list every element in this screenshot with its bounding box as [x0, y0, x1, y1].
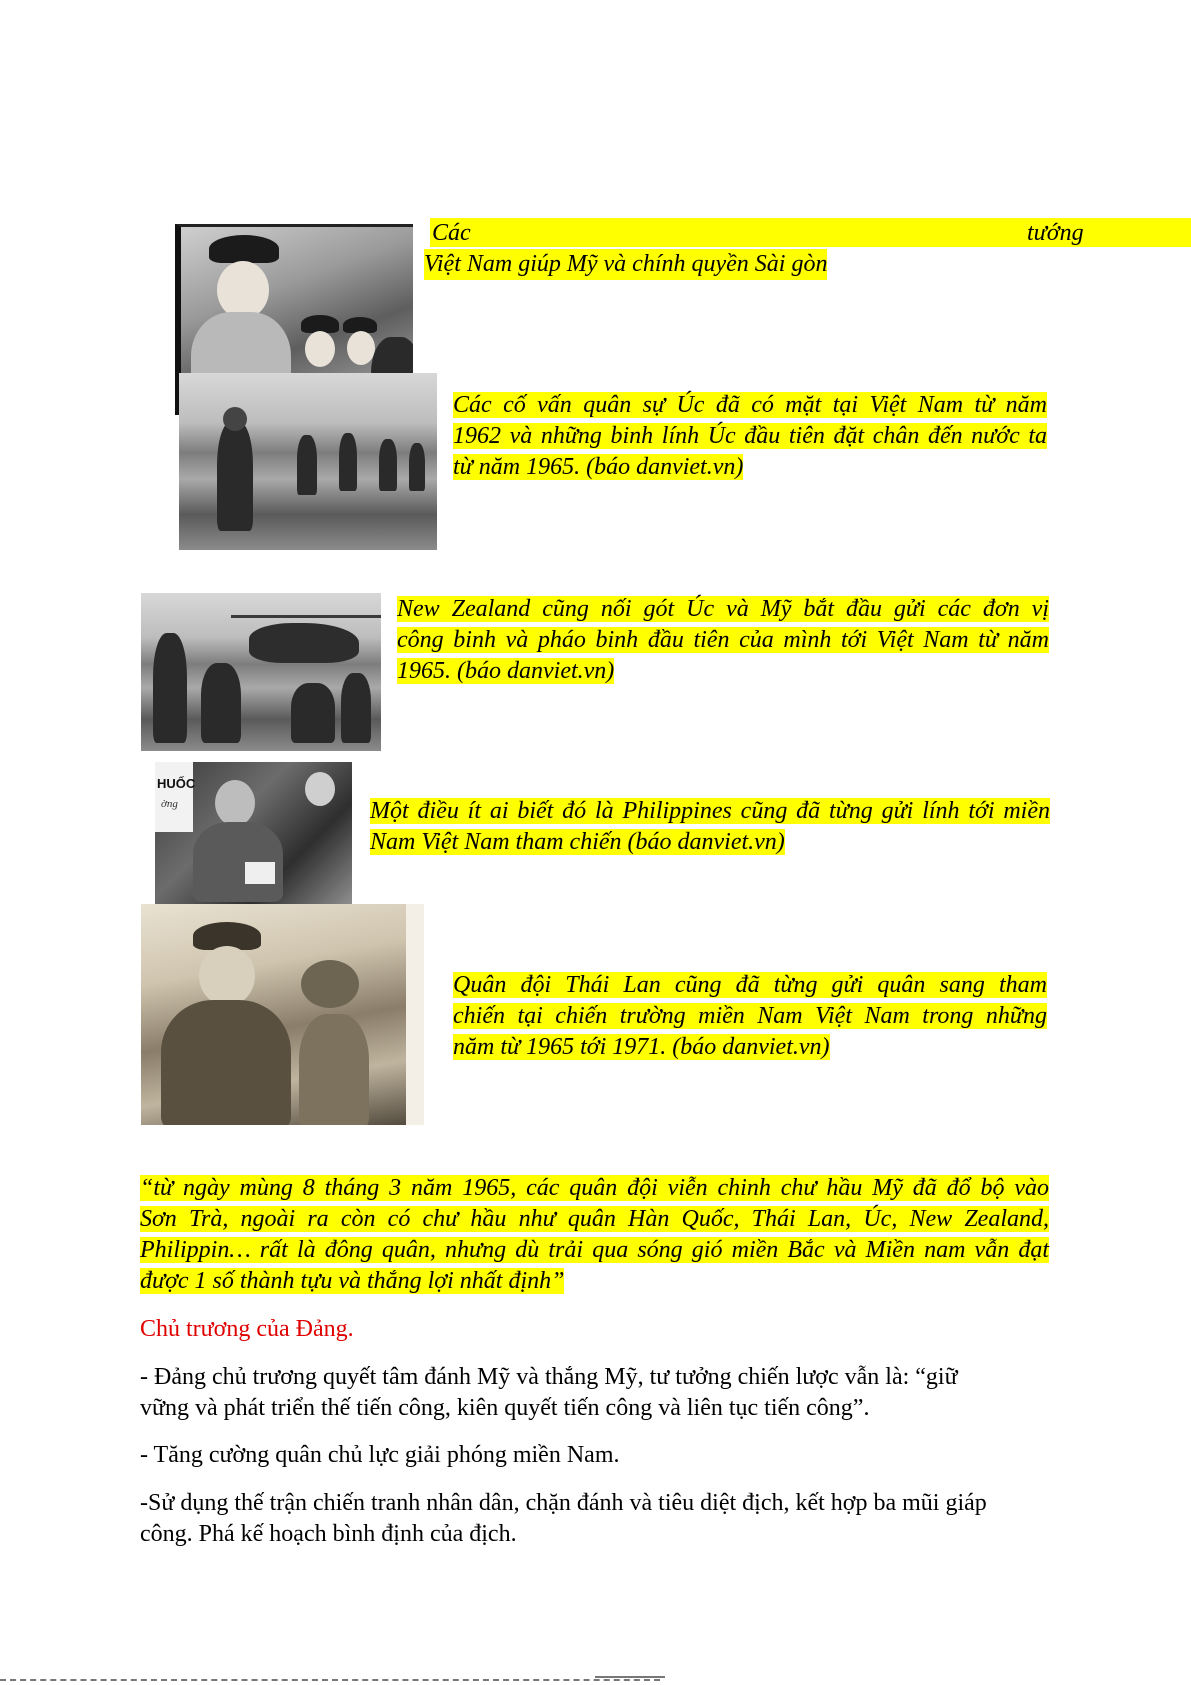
caption-australia-text1: Các cố vấn quân sự Úc đã có mặt tại Việt Nam từ năm [453, 392, 1047, 418]
quote-line4 [140, 1266, 1049, 1297]
sign-text-top: HUỐC [157, 776, 196, 791]
paragraph-3-line2: công. Phá kế hoạch bình định của địch. [140, 1521, 517, 1547]
caption-ph-line1 [370, 796, 1050, 827]
general-shape [161, 1000, 291, 1125]
section-heading: Chủ trương của Đảng. [140, 1316, 354, 1342]
paragraph-3 [140, 1488, 1049, 1550]
caption-th-line1 [453, 970, 1047, 1001]
soldier-shape [153, 633, 187, 743]
soldier-helmet-shape [301, 960, 359, 1008]
caption-ph-text1: Một điều ít ai biết đó là Philippines cũng đã từng gửi lính tới miền [370, 798, 1050, 824]
caption-th-line2 [453, 1001, 1047, 1032]
head-shape [347, 331, 375, 365]
paper-shape [245, 862, 275, 884]
caption-generals-word-left: Các [432, 220, 471, 246]
paragraph-1-line2: vững và phát triển thế tiến công, kiên quyết tiến công và liên tục tiến công”. [140, 1395, 870, 1421]
caption-nz-text1: New Zealand cũng nối gót Úc và Mỹ bắt đầu gửi các đơn vị [397, 596, 1049, 622]
sign-shape [155, 762, 196, 832]
soldier-shape [341, 673, 371, 743]
caption-australia-line1 [453, 390, 1047, 421]
head-shape [305, 331, 335, 367]
soldier-head-shape [223, 407, 247, 431]
photo-philippines [155, 762, 352, 904]
caption-nz-line3 [397, 656, 1049, 687]
photo-thailand [141, 904, 424, 1125]
soldier-shape [299, 1014, 369, 1125]
soldier-shape [291, 683, 335, 743]
caption-generals-line1 [430, 218, 1191, 247]
quote-text1: “từ ngày mùng 8 tháng 3 năm 1965, các quân đội viễn chinh chư hầu Mỹ đã đổ bộ vào [140, 1175, 1049, 1201]
caption-ph-line2 [370, 827, 1050, 858]
general-head-shape [199, 946, 255, 1006]
soldier-shape [297, 435, 317, 495]
quote-line3 [140, 1235, 1049, 1266]
photo-new-zealand-helicopter [141, 593, 381, 751]
caption-th-text3: năm từ 1965 tới 1971. (báo danviet.vn) [453, 1034, 830, 1060]
caption-th-line3 [453, 1032, 1047, 1063]
caption-australia-text3: từ năm 1965. (báo danviet.vn) [453, 454, 744, 480]
caption-australia-line3 [453, 452, 1047, 483]
quote-text3: Philippin… rất là đông quân, nhưng dù trải qua sóng gió miền Bắc và Miền nam vẫn đạt [140, 1237, 1049, 1263]
caption-generals-line2: Việt Nam giúp Mỹ và chính quyền Sài gòn [424, 249, 827, 280]
caption-generals-word-right: tướng [1027, 220, 1084, 246]
caption-new-zealand [397, 594, 1049, 687]
caption-nz-line2 [397, 625, 1049, 656]
caption-nz-text2: công binh và pháo binh đầu tiên của mình tới Việt Nam từ năm [397, 627, 1049, 653]
helicopter-shape [249, 623, 359, 663]
quote-text2: Sơn Trà, ngoài ra còn có chư hầu như quân Hàn Quốc, Thái Lan, Úc, New Zealand, [140, 1206, 1049, 1232]
caption-nz-text3: 1965. (báo danviet.vn) [397, 658, 615, 684]
paragraph-1 [140, 1362, 1049, 1424]
caption-australia-line2 [453, 421, 1047, 452]
footer-solid-rule [595, 1676, 665, 1678]
soldier-shape [379, 439, 397, 491]
paragraph-1-line1: - Đảng chủ trương quyết tâm đánh Mỹ và thắng Mỹ, tư tưởng chiến lược vẫn là: “giữ [140, 1364, 958, 1390]
paragraph-2: - Tăng cường quân chủ lực giải phóng miền Nam. [140, 1442, 620, 1468]
soldier-shape [409, 443, 425, 491]
quote-text4: được 1 số thành tựu và thắng lợi nhất định” [140, 1268, 565, 1294]
caption-th-text2: chiến tại chiến trường miền Nam Việt Nam trong những [453, 1003, 1047, 1029]
rotor-shape [231, 615, 381, 618]
cap-shape [209, 235, 279, 263]
caption-ph-text2: Nam Việt Nam tham chiến (báo danviet.vn) [370, 829, 785, 855]
soldier-shape [339, 433, 357, 491]
caption-th-text1: Quân đội Thái Lan cũng đã từng gửi quân sang tham [453, 972, 1047, 998]
caption-australia-text2: 1962 và những binh lính Úc đầu tiên đặt chân đến nước ta [453, 423, 1047, 449]
photo-australian-soldiers [179, 373, 437, 550]
soldier-shape [217, 421, 253, 531]
quote-line1 [140, 1173, 1049, 1204]
photo-border-shape [406, 904, 424, 1125]
sign-text-bottom: ờng [161, 798, 178, 810]
paragraph-3-line1: -Sử dụng thế trận chiến tranh nhân dân, chặn đánh và tiêu diệt địch, kết hợp ba mũi giáp [140, 1490, 987, 1516]
caption-thailand [453, 970, 1047, 1063]
caption-australia [453, 390, 1047, 483]
footer-dashed-rule [0, 1679, 660, 1681]
soldier-shape [201, 663, 241, 743]
person-head-shape [305, 772, 335, 806]
quote-line2 [140, 1204, 1049, 1235]
caption-nz-line1 [397, 594, 1049, 625]
caption-philippines [370, 796, 1050, 858]
soldier-head-shape [215, 780, 255, 826]
head-shape [217, 261, 269, 319]
quote-block [140, 1173, 1049, 1297]
